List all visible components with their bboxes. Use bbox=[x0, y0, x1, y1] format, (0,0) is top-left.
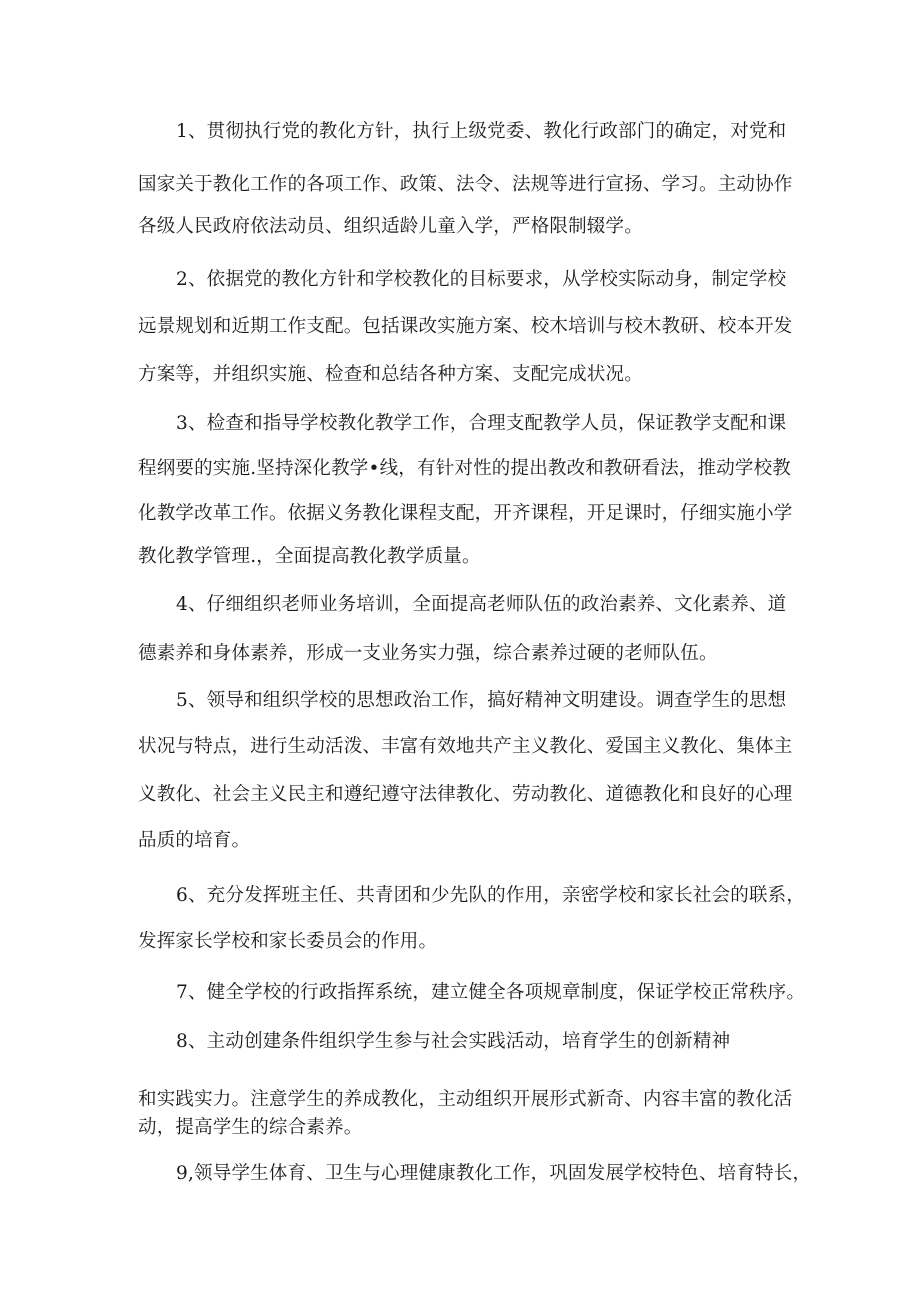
text-line: 远景规划和近期工作支配。包括课改实施方案、校木培训与校木教研、校本开发 bbox=[138, 316, 793, 337]
text-line: 方案等，并组织实施、检查和总结各种方案、支配完成状况。 bbox=[138, 364, 643, 385]
text-line: 4、仔细组织老师业务培训，全面提高老师队伍的政治素养、文化素养、道 bbox=[176, 594, 787, 615]
text-line: 状况与特点，进行生动活泼、丰富有效地共产主义教化、爱国主义教化、集体主 bbox=[138, 736, 793, 757]
text-line: 2、依据党的教化方针和学校教化的目标要求，从学校实际动身，制定学校 bbox=[176, 269, 787, 290]
text-line: 动，提高学生的综合素养。 bbox=[138, 1117, 363, 1138]
text-line: 各级人民政府依法动员、组织适龄儿童入学，严格限制辍学。 bbox=[138, 216, 643, 237]
text-line: 国家关于教化工作的各项工作、政策、法令、法规等进行宣扬、学习。主动协作 bbox=[138, 174, 793, 195]
text-line: 1、贯彻执行党的教化方针，执行上级党委、教化行政部门的确定，对党和 bbox=[176, 121, 787, 142]
text-line: 程纲要的实施.坚持深化教学•线，有针对性的提出教改和教研看法，推动学校教 bbox=[138, 458, 791, 479]
text-line: 发挥家长学校和家长委员会的作用。 bbox=[138, 931, 438, 952]
text-line: 3、检查和指导学校教化教学工作，合理支配教学人员，保证教学支配和课 bbox=[176, 413, 787, 434]
text-line: 品质的培育。 bbox=[138, 830, 251, 851]
text-line: 德素养和身体素养，形成一支业务实力强，综合素养过硬的老师队伍。 bbox=[138, 643, 718, 664]
text-line: 义教化、社会主义民主和遵纪遵守法律教化、劳动教化、道德教化和良好的心理 bbox=[138, 784, 793, 805]
text-line: 教化教学管理.，全面提高教化教学质量。 bbox=[138, 546, 481, 567]
text-line: 8、主动创建条件组织学生参与社会实践活动，培育学生的创新精神 bbox=[176, 1031, 731, 1052]
text-line: 5、领导和组织学校的思想政治工作，搞好精神文明建设。调查学生的思想 bbox=[176, 690, 787, 711]
text-line: 化教学改革工作。依据义务教化课程支配，开齐课程，开足课时，仔细实施小学 bbox=[138, 503, 793, 524]
text-line: 和实践实力。注意学生的养成教化，主动组织开展形式新奇、内容丰富的教化活 bbox=[138, 1089, 793, 1110]
text-line: 7、健全学校的行政指挥系统，建立健全各项规章制度，保证学校正常秩序。 bbox=[176, 982, 806, 1003]
text-line: 9,领导学生体育、卫生与心理健康教化工作，巩固发展学校特色、培育特长， bbox=[176, 1163, 812, 1184]
text-line: 6、充分发挥班主任、共青团和少先队的作用，亲密学校和家长社会的联系， bbox=[176, 885, 806, 906]
